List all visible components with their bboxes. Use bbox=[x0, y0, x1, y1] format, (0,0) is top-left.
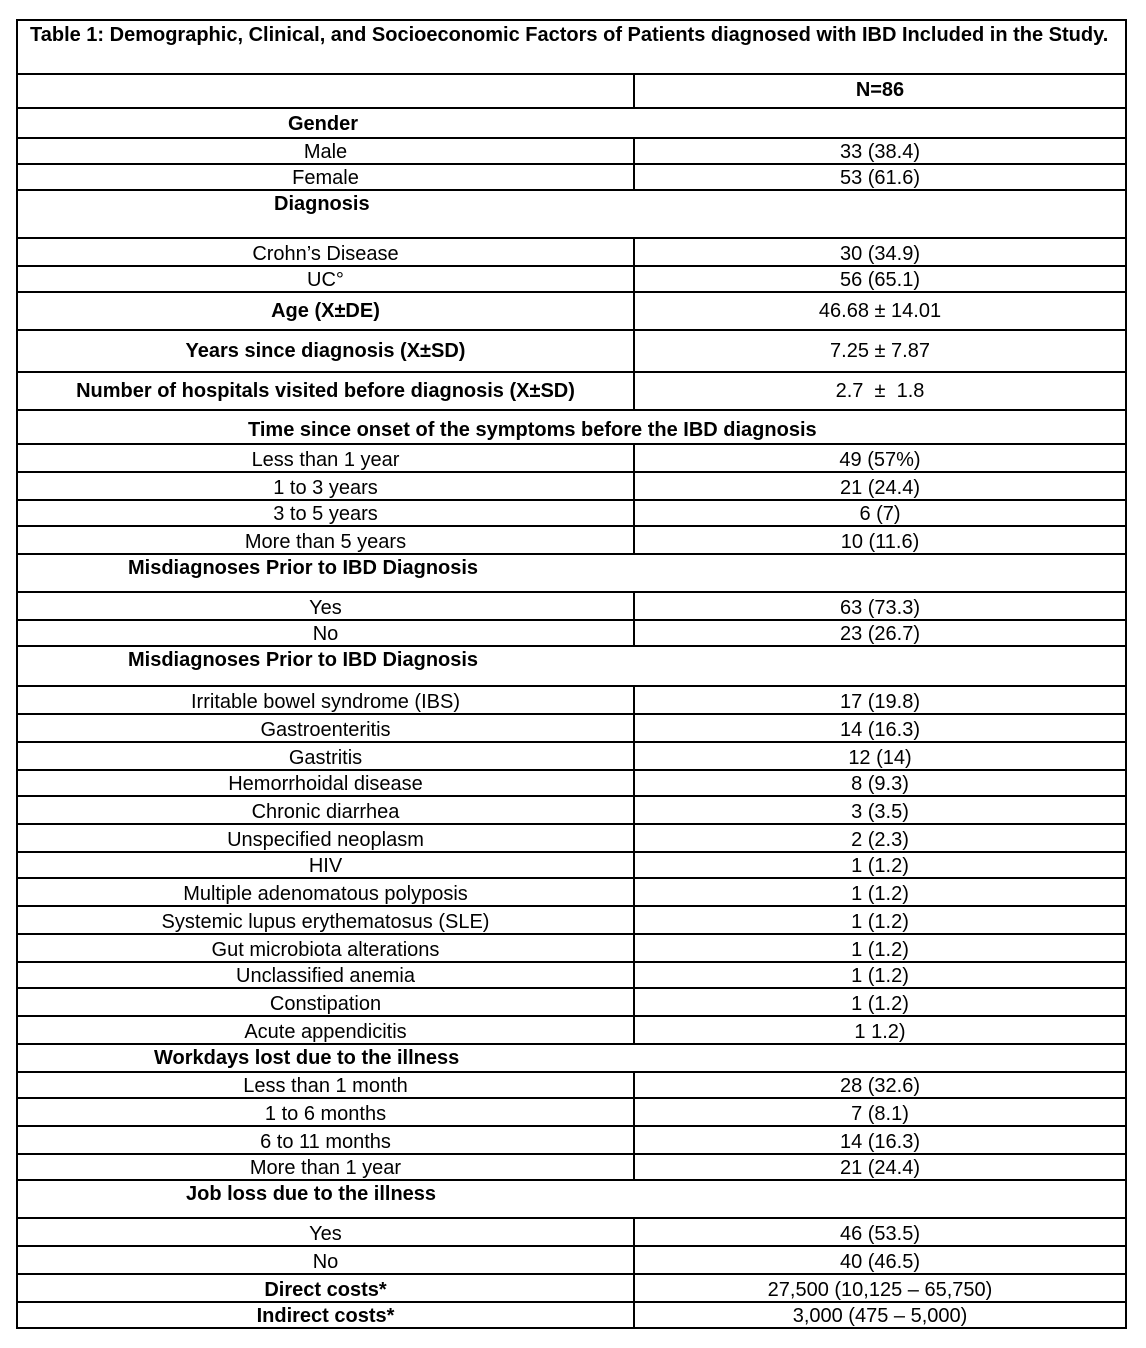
table-row bbox=[16, 443, 1127, 471]
row-value: 1 (1.2) bbox=[851, 939, 909, 961]
row-label: Yes bbox=[18, 1219, 635, 1245]
row-label: Years since diagnosis (X±SD) bbox=[18, 331, 635, 371]
section-header: Misdiagnoses Prior to IBD Diagnosis bbox=[128, 557, 479, 579]
row-value: 12 (14) bbox=[848, 747, 912, 769]
table-row bbox=[16, 823, 1127, 851]
row-value: 1 (1.2) bbox=[851, 855, 909, 877]
row-label: Less than 1 year bbox=[18, 445, 635, 471]
row-label: 1 to 6 months bbox=[18, 1099, 635, 1125]
row-value: 2.7 ± 1.8 bbox=[835, 380, 925, 402]
row-label: 6 to 11 months bbox=[18, 1127, 635, 1153]
summary-row bbox=[16, 371, 1127, 409]
table-body bbox=[16, 107, 1127, 1329]
summary-row bbox=[16, 1301, 1127, 1329]
row-value: 23 (26.7) bbox=[839, 623, 921, 645]
table-row bbox=[16, 619, 1127, 645]
row-label: Age (X±DE) bbox=[18, 293, 635, 329]
row-value: 46 (53.5) bbox=[839, 1223, 921, 1245]
row-value: 21 (24.4) bbox=[839, 1157, 921, 1179]
table-row bbox=[16, 685, 1127, 713]
table-row bbox=[16, 1097, 1127, 1125]
table-row bbox=[16, 471, 1127, 499]
section-header: Gender bbox=[288, 113, 359, 135]
section-header: Diagnosis bbox=[274, 193, 370, 215]
row-label: Unspecified neoplasm bbox=[18, 825, 635, 851]
row-value: 10 (11.6) bbox=[840, 531, 920, 553]
table-row bbox=[16, 1217, 1127, 1245]
table-row bbox=[16, 237, 1127, 265]
section-header: Workdays lost due to the illness bbox=[154, 1047, 460, 1069]
section-header-row bbox=[16, 1179, 1127, 1217]
row-value: 7 (8.1) bbox=[851, 1103, 909, 1125]
section-header-row bbox=[16, 553, 1127, 591]
row-value: 1 (1.2) bbox=[851, 993, 909, 1015]
row-value: 1 (1.2) bbox=[851, 965, 909, 987]
table-row bbox=[16, 1071, 1127, 1097]
table-row bbox=[16, 591, 1127, 619]
table-row bbox=[16, 933, 1127, 961]
table-row bbox=[16, 905, 1127, 933]
row-label: 1 to 3 years bbox=[18, 473, 635, 499]
table-row bbox=[16, 795, 1127, 823]
row-value: 1 (1.2) bbox=[851, 911, 909, 933]
row-label: Gut microbiota alterations bbox=[18, 935, 635, 961]
table-row bbox=[16, 1125, 1127, 1153]
table-row bbox=[16, 499, 1127, 525]
summary-row bbox=[16, 291, 1127, 329]
row-value: 63 (73.3) bbox=[839, 597, 921, 619]
row-value: 53 (61.6) bbox=[839, 167, 921, 189]
table-row bbox=[16, 137, 1127, 163]
row-value: 1 1.2) bbox=[854, 1021, 906, 1043]
row-value: 21 (24.4) bbox=[839, 477, 921, 499]
section-header-row bbox=[16, 409, 1127, 443]
table-row bbox=[16, 769, 1127, 795]
table-row bbox=[16, 713, 1127, 741]
demographics-table bbox=[16, 19, 1127, 1329]
table-row bbox=[16, 163, 1127, 189]
table-title-row bbox=[16, 19, 1127, 73]
row-label: More than 1 year bbox=[18, 1155, 635, 1179]
row-value: 17 (19.8) bbox=[839, 691, 921, 713]
table-row bbox=[16, 741, 1127, 769]
table-row bbox=[16, 265, 1127, 291]
row-label: Chronic diarrhea bbox=[18, 797, 635, 823]
row-value: 40 (46.5) bbox=[839, 1251, 921, 1273]
table-row bbox=[16, 877, 1127, 905]
row-label: Indirect costs* bbox=[18, 1303, 635, 1327]
row-label: Acute appendicitis bbox=[18, 1017, 635, 1043]
table-row bbox=[16, 987, 1127, 1015]
row-label: Male bbox=[18, 139, 635, 163]
row-value: 8 (9.3) bbox=[851, 773, 909, 795]
row-value: 6 (7) bbox=[859, 503, 901, 525]
section-header: Misdiagnoses Prior to IBD Diagnosis bbox=[128, 649, 479, 671]
row-label: Gastritis bbox=[18, 743, 635, 769]
row-label: No bbox=[18, 1247, 635, 1273]
row-label: Direct costs* bbox=[18, 1275, 635, 1301]
table-title: Table 1: Demographic, Clinical, and Socioeconomic Factors of Patients diagnosed with IBD Included in the Study. bbox=[30, 24, 1109, 46]
row-value: 33 (38.4) bbox=[839, 141, 921, 163]
section-header: Time since onset of the symptoms before the IBD diagnosis bbox=[248, 419, 817, 441]
table-row bbox=[16, 961, 1127, 987]
section-header: Job loss due to the illness bbox=[186, 1183, 437, 1205]
row-label: Multiple adenomatous polyposis bbox=[18, 879, 635, 905]
row-label: Unclassified anemia bbox=[18, 963, 635, 987]
row-label: Crohn’s Disease bbox=[18, 239, 635, 265]
table-row bbox=[16, 1153, 1127, 1179]
summary-row bbox=[16, 329, 1127, 371]
table-header-row bbox=[16, 73, 1127, 107]
row-value: 1 (1.2) bbox=[851, 883, 909, 905]
row-label: Hemorrhoidal disease bbox=[18, 771, 635, 795]
row-value: 3 (3.5) bbox=[851, 801, 909, 823]
row-label: Female bbox=[18, 165, 635, 189]
section-header-row bbox=[16, 645, 1127, 685]
header-label-cell bbox=[18, 75, 635, 107]
row-label: HIV bbox=[18, 853, 635, 877]
row-label: Systemic lupus erythematosus (SLE) bbox=[18, 907, 635, 933]
row-label: Number of hospitals visited before diagnosis (X±SD) bbox=[18, 373, 635, 409]
row-label: More than 5 years bbox=[18, 527, 635, 553]
row-value: 14 (16.3) bbox=[839, 719, 921, 741]
row-value: 27,500 (10,125 – 65,750) bbox=[767, 1279, 993, 1301]
row-label: Less than 1 month bbox=[18, 1073, 635, 1097]
row-label: No bbox=[18, 621, 635, 645]
row-value: 28 (32.6) bbox=[839, 1075, 921, 1097]
column-header-n: N=86 bbox=[855, 79, 905, 101]
row-label: Gastroenteritis bbox=[18, 715, 635, 741]
table-row bbox=[16, 1015, 1127, 1043]
section-header-row bbox=[16, 1043, 1127, 1071]
section-header-row bbox=[16, 189, 1127, 237]
row-label: Irritable bowel syndrome (IBS) bbox=[18, 687, 635, 713]
row-value: 7.25 ± 7.87 bbox=[830, 340, 930, 362]
row-value: 2 (2.3) bbox=[851, 829, 909, 851]
row-value: 30 (34.9) bbox=[839, 243, 921, 265]
row-value: 46.68 ± 14.01 bbox=[818, 300, 942, 322]
row-label: Constipation bbox=[18, 989, 635, 1015]
row-value: 14 (16.3) bbox=[839, 1131, 921, 1153]
table-row bbox=[16, 525, 1127, 553]
section-header-row bbox=[16, 107, 1127, 137]
row-label: 3 to 5 years bbox=[18, 501, 635, 525]
summary-row bbox=[16, 1273, 1127, 1301]
row-label: Yes bbox=[18, 593, 635, 619]
table-row bbox=[16, 1245, 1127, 1273]
row-value: 56 (65.1) bbox=[839, 269, 921, 291]
row-value: 49 (57%) bbox=[839, 449, 921, 471]
row-value: 3,000 (475 – 5,000) bbox=[792, 1305, 968, 1327]
row-label: UC° bbox=[18, 267, 635, 291]
table-row bbox=[16, 851, 1127, 877]
